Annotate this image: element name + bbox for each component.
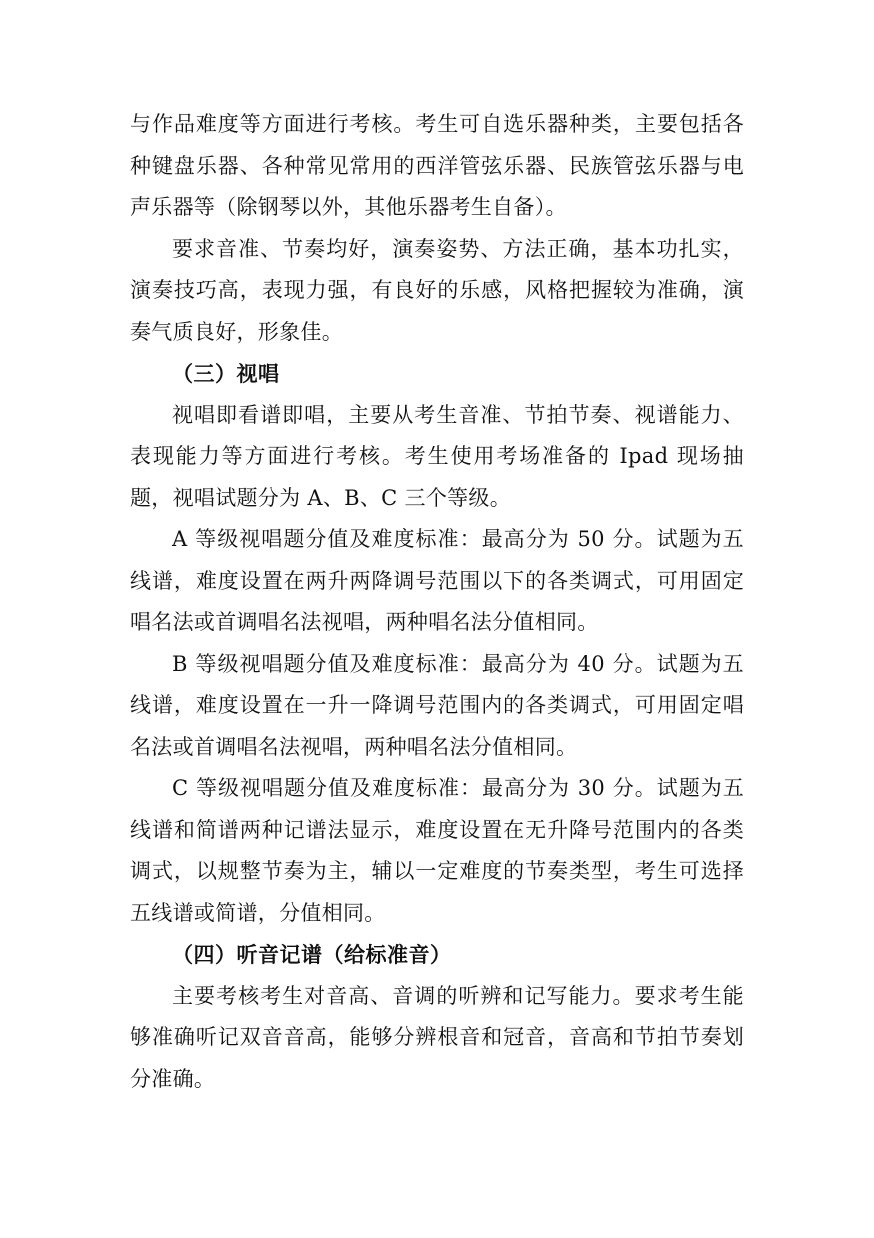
document-page [130, 104, 744, 1100]
paragraph-performance-requirements: 要求音准、节奏均好，演奏姿势、方法正确，基本功扎实，演奏技巧高，表现力强，有良好的乐感，风格把握较为准确，演奏气质良好，形象佳。 [130, 236, 744, 344]
paragraph-ear-training: 主要考核考生对音高、音调的听辨和记写能力。要求考生能够准确听记双音音高，能够分辨根音和冠音，音高和节拍节奏划分准确。 [130, 983, 744, 1091]
paragraph-level-c: C 等级视唱题分值及难度标准：最高分为 30 分。试题为五线谱和简谱两种记谱法显示，难度设置在无升降号范围内的各类调式，以规整节奏为主，辅以一定难度的节奏类型，考生可选择五线谱或简谱，分值相同。 [130, 776, 744, 925]
paragraph-level-a: A 等级视唱题分值及难度标准：最高分为 50 分。试题为五线谱，难度设置在两升两降调号范围以下的各类调式，可用固定唱名法或首调唱名法视唱，两种唱名法分值相同。 [130, 527, 744, 634]
paragraph-level-b: B 等级视唱题分值及难度标准：最高分为 40 分。试题为五线谱，难度设置在一升一降调号范围内的各类调式，可用固定唱名法或首调唱名法视唱，两种唱名法分值相同。 [130, 651, 744, 759]
paragraph-sight-singing-intro: 视唱即看谱即唱，主要从考生音准、节拍节奏、视谱能力、表现能力等方面进行考核。考生使用考场准备的 Ipad 现场抽题，视唱试题分为 A、B、C 三个等级。 [130, 402, 744, 510]
section-heading-ear-training: （四）听音记谱（给标准音） [172, 942, 452, 967]
section-heading-sight-singing: （三）视唱 [172, 361, 280, 386]
paragraph-instrument-scope: 与作品难度等方面进行考核。考生可自选乐器种类，主要包括各种键盘乐器、各种常见常用的西洋管弦乐器、民族管弦乐器与电声乐器等（除钢琴以外，其他乐器考生自备）。 [130, 112, 744, 219]
